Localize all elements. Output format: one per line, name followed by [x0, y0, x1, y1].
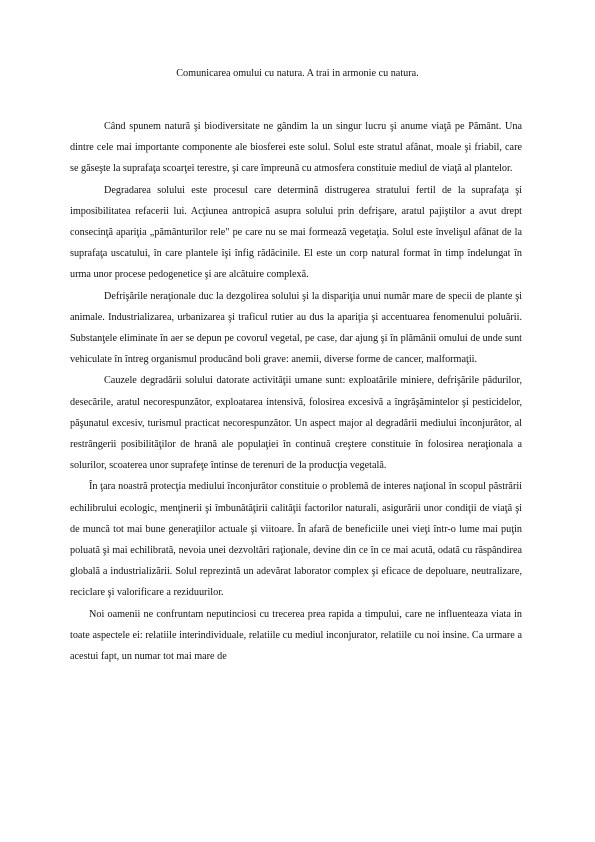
- document-title: Comunicarea omului cu natura. A trai in armonie cu natura.: [176, 68, 419, 79]
- paragraph-soil-degradation: Degradarea solului este procesul care determină distrugerea stratului fertil de la suprafaţa şi imposibilitatea refacerii lui. Acţiunea antropică asupra solului prin defrişare, aratul pajiştilor a avut drept consecinţă apariţia „pământurilor rele" pe care nu se mai formează vegetaţia. Solul este învelişul afânat de la suprafaţa uscatului, în care plantele îşi înfig rădăcinile. El este un corp natural format în timp îndelungat în urma unor procese pedogenetice şi are alcătuire complexă.: [70, 184, 522, 281]
- paragraph-deforestation: Defrişările neraţionale duc la dezgolirea solului şi la dispariţia unui număr mare de specii de plante şi animale. Industrializarea, urbanizarea şi traficul rutier au dus la apariţia şi accentuarea fenomenului poluării. Substanţele eliminate în aer se depun pe covorul vegetal, pe case, dar ajung şi în plămânii omului de unde sunt vehiculate în întreg organismul producând boli grave: anemii, diverse forme de cancer, malformaţii.: [70, 290, 522, 366]
- document-body: [70, 116, 522, 667]
- paragraph-degradation-causes: Cauzele degradării solului datorate activităţii umane sunt: exploatările miniere, defrişările pădurilor, desecările, aratul necorespunzător, exploatarea intensivă, folosirea excesivă a îngrăşămintelor şi pesticidelor, păşunatul excesiv, turismul practicat necorespunzător. Un aspect major al degradării mediului înconjurător, al restrângerii posibilităţilor de hrană ale populaţiei în continuă creştere constituie în folosirea neraţionala a solurilor, scoaterea unor suprafeţe întinse de terenuri de la producţia vegetală.: [70, 375, 522, 472]
- paragraph-people-time: Noi oamenii ne confruntam neputinciosi cu trecerea prea rapida a timpului, care ne influenteaza viata in toate aspectele ei: relatiile interindividuale, relatiile cu mediul inconjurator, relatiile cu noi insine. Ca urmare a acestui fapt, un numar tot mai mare de: [70, 608, 522, 663]
- paragraph-environment-protection: În ţara noastră protecţia mediului înconjurător constituie o problemă de interes naţional în scopul păstrării echilibrului ecologic, menţinerii şi îmbunătăţirii calităţii factorilor naturali, asigurării unor condiţii de viaţă şi de muncă tot mai bune generaţiilor actuale şi viitoare. În afară de beneficiile unei vieţi într-o lume mai puţin poluată şi mai echilibrată, nevoia unei dezvoltări raţionale, devine din ce în ce mai acută, odată cu răspândirea globală a industrializării. Solul reprezintă un adevărat laborator complex şi eficace de depoluare, neutralizare, reciclare şi valorificare a reziduurilor.: [70, 481, 522, 599]
- paragraph-biodiversity: Când spunem natură şi biodiversitate ne gândim la un singur lucru şi anume viaţă pe Pământ. Una dintre cele mai importante componente ale biosferei este solul. Solul este stratul afânat, moale şi friabil, care se găseşte la suprafaţa scoarţei terestre, şi care împreună cu atmosfera constituie mediul de viaţă al plantelor.: [70, 121, 522, 175]
